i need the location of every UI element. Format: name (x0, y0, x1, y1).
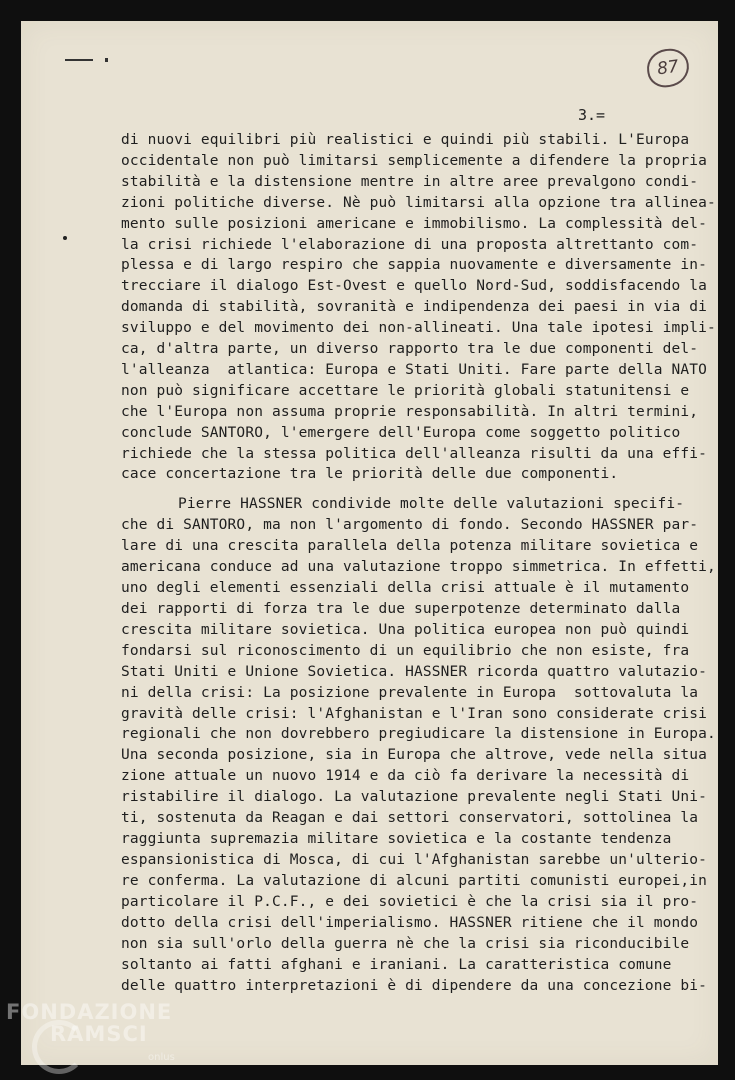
text-line: zioni politiche diverse. Nè può limitarsi alla opzione tra allinea- (121, 194, 716, 211)
text-line: richiede che la stessa politica dell'alleanza risulti da una effi- (121, 445, 708, 462)
text-line: Pierre HASSNER condivide molte delle valutazioni specifi- (178, 496, 685, 512)
text-line: delle quattro interpretazioni è di dipendere da una concezione bi- (121, 977, 708, 994)
text-line: ti, sostenuta da Reagan e dai settori conservatori, sottolinea la (121, 810, 699, 827)
text-line: trecciare il dialogo Est-Ovest e quello Nord-Sud, soddisfacendo la (121, 278, 708, 295)
text-line: stabilità e la distensione mentre in altre aree prevalgono condi- (121, 173, 699, 190)
text-line: dotto della crisi dell'imperialismo. HASSNER ritiene che il mondo (121, 915, 699, 931)
watermark-line2: RAMSCI (50, 1022, 148, 1046)
text-line: regionali che non dovrebbero pregiudicare la distensione in Europa. (121, 726, 716, 743)
text-line: americana conduce ad una valutazione troppo simmetrica. In effetti, (121, 558, 716, 575)
text-line: non può significare accettare le priorità globali statunitensi e (121, 382, 690, 399)
text-line: espansionistica di Mosca, di cui l'Afghanistan sarebbe un'ulterio- (121, 852, 708, 869)
text-line: occidentale non può limitarsi semplicemente a difendere la propria (121, 152, 708, 169)
margin-mark (105, 58, 108, 62)
typed-page-number: 3.= (578, 106, 606, 124)
text-line: Una seconda posizione, sia in Europa che altrove, vede nella situa (121, 747, 708, 764)
text-line: zione attuale un nuovo 1914 e da ciò fa derivare la necessità di (121, 768, 690, 785)
document-page (21, 21, 718, 1065)
text-line: conclude SANTORO, l'emergere dell'Europa come soggetto politico (121, 424, 681, 441)
text-line: che di SANTORO, ma non l'argomento di fondo. Secondo HASSNER par- (121, 516, 699, 533)
text-line: plessa e di largo respiro che sappia nuovamente e diversamente in- (121, 257, 708, 274)
text-line: ni della crisi: La posizione prevalente in Europa sottovaluta la (121, 684, 699, 701)
text-line: non sia sull'orlo della guerra nè che la crisi sia riconducibile (121, 935, 690, 952)
text-line: dei rapporti di forza tra le due superpotenze determinato dalla (121, 600, 681, 617)
margin-dot (63, 236, 67, 240)
text-line: particolare il P.C.F., e dei sovietici è che la crisi sia il pro- (121, 894, 699, 911)
text-line: uno degli elementi essenziali della crisi attuale è il mutamento (121, 579, 690, 596)
watermark-line1: FONDAZIONE (6, 1000, 173, 1024)
text-line: di nuovi equilibri più realistici e quindi più stabili. L'Europa (121, 132, 690, 148)
text-line: soltanto ai fatti afghani e iraniani. La caratteristica comune (121, 956, 672, 973)
text-line: che l'Europa non assuma proprie responsabilità. In altri termini, (121, 403, 699, 420)
text-line: cace concertazione tra le priorità delle due componenti. (121, 466, 619, 483)
text-line: fondarsi sul riconoscimento di un equilibrio che non esiste, fra (121, 642, 690, 659)
text-line: re conferma. La valutazione di alcuni partiti comunisti europei,in (121, 873, 708, 890)
text-line: mento sulle posizioni americane e immobilismo. La complessità del- (121, 215, 708, 232)
text-line: gravità delle crisi: l'Afghanistan e l'Iran sono considerate crisi (121, 705, 708, 722)
margin-mark (65, 59, 93, 61)
fondazione-gramsci-watermark (6, 1000, 175, 1063)
text-line: raggiunta supremazia militare sovietica e la costante tendenza (121, 831, 672, 848)
text-line: Stati Uniti e Unione Sovietica. HASSNER ricorda quattro valutazio- (121, 663, 708, 680)
text-line: lare di una crescita parallela della potenza militare sovietica e (121, 537, 699, 554)
text-line: crescita militare sovietica. Una politica europea non può quindi (121, 621, 690, 638)
handwritten-page-number: 87 (645, 46, 692, 89)
watermark-line3: onlus (148, 1052, 175, 1063)
text-line: la crisi richiede l'elaborazione di una proposta altrettanto com- (121, 236, 699, 253)
text-line: sviluppo e del movimento dei non-allineati. Una tale ipotesi impli- (121, 320, 716, 337)
text-line: domanda di stabilità, sovranità e indipendenza dei paesi in via di (121, 299, 708, 316)
text-line: ca, d'altra parte, un diverso rapporto tra le due componenti del- (121, 341, 699, 357)
text-line: ristabilire il dialogo. La valutazione prevalente negli Stati Uni- (121, 789, 708, 806)
text-line: l'alleanza atlantica: Europa e Stati Uniti. Fare parte della NATO (121, 361, 708, 378)
